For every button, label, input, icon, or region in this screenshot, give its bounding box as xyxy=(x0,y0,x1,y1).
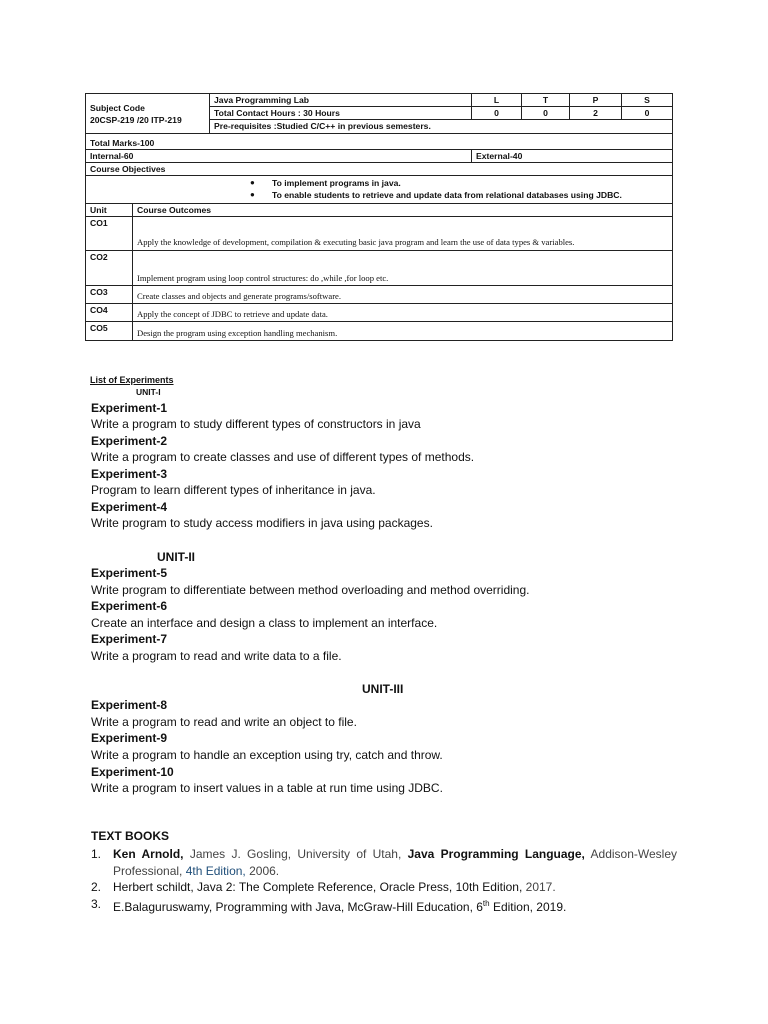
text-book-item xyxy=(91,896,677,916)
course-objectives-label: Course Objectives xyxy=(86,163,673,176)
experiment-text: Write program to differentiate between method overloading and method overriding. xyxy=(91,583,530,597)
outcome-code: CO3 xyxy=(86,286,133,304)
outcome-code: CO5 xyxy=(86,322,133,341)
outcome-text: Apply the concept of JDBC to retrieve and update data. xyxy=(133,304,673,322)
course-outcomes-header: Course Outcomes xyxy=(133,204,673,217)
external-marks: External-40 xyxy=(472,150,673,163)
text-book-year: 2017. xyxy=(525,880,556,894)
text-book-tail: Edition, 2019. xyxy=(492,900,567,914)
ltpsc-header-s: S xyxy=(622,94,673,107)
ltpsc-value-p: 2 xyxy=(570,107,622,120)
ltpsc-value-t: 0 xyxy=(522,107,570,120)
objective-text: To implement programs in java. xyxy=(272,178,401,188)
unit-3-heading: UNIT-III xyxy=(362,682,404,696)
outcome-row xyxy=(86,217,673,251)
experiment-title: Experiment-8 xyxy=(91,698,168,712)
outcome-code: CO2 xyxy=(86,251,133,286)
experiment-text: Write a program to create classes and use of different types of methods. xyxy=(91,450,475,464)
text-book-coauthors: James J. Gosling, University of Utah, xyxy=(189,847,402,861)
subject-code-cell xyxy=(86,94,210,134)
internal-marks: Internal-60 xyxy=(86,150,472,163)
text-book-number: 3. xyxy=(91,897,102,911)
text-book-superscript: th xyxy=(482,899,490,908)
text-book-item xyxy=(91,846,677,879)
objective-item xyxy=(86,189,668,201)
experiment-text: Write a program to insert values in a table at run time using JDBC. xyxy=(91,781,443,795)
text-book-publisher: Addison-Wesley Professional, xyxy=(113,847,678,878)
ltpsc-value-l: 0 xyxy=(472,107,522,120)
unit-1-heading: UNIT-I xyxy=(136,387,161,397)
experiment-text: Write a program to study different types of constructors in java xyxy=(91,417,421,431)
ltpsc-header-t: T xyxy=(522,94,570,107)
experiment-text: Write program to study access modifiers in java using packages. xyxy=(91,516,433,530)
outcome-row xyxy=(86,322,673,341)
bullet-icon: ● xyxy=(250,190,255,199)
text-book-year: 2006. xyxy=(249,863,280,878)
text-book-citation xyxy=(113,846,677,879)
experiment-title: Experiment-7 xyxy=(91,632,168,646)
unit-header: Unit xyxy=(86,204,133,217)
syllabus-table xyxy=(85,93,673,341)
unit-2-heading: UNIT-II xyxy=(157,550,195,564)
outcome-text: Apply the knowledge of development, compilation & executing basic java program and learn the use of data types & variables. xyxy=(133,217,673,251)
text-book-item xyxy=(91,879,677,896)
text-book-main: Herbert schildt, Java 2: The Complete Reference, Oracle Press, 10th Edition, xyxy=(113,880,523,894)
experiment-title: Experiment-10 xyxy=(91,765,174,779)
experiment-title: Experiment-5 xyxy=(91,566,168,580)
experiment-title: Experiment-1 xyxy=(91,401,168,415)
experiment-text: Write a program to read and write an object to file. xyxy=(91,715,357,729)
ltpsc-header-p: P xyxy=(570,94,622,107)
total-marks: Total Marks-100 xyxy=(86,134,673,150)
list-of-experiments-heading: List of Experiments xyxy=(90,375,174,385)
outcome-text: Design the program using exception handling mechanism. xyxy=(133,322,673,341)
bullet-icon: ● xyxy=(250,178,255,187)
outcome-text: Implement program using loop control structures: do ,while ,for loop etc. xyxy=(133,251,673,286)
experiment-text: Create an interface and design a class to implement an interface. xyxy=(91,616,438,630)
ltpsc-header-l: L xyxy=(472,94,522,107)
objective-item xyxy=(86,177,668,189)
ltpsc-value-s: 0 xyxy=(622,107,673,120)
experiment-title: Experiment-4 xyxy=(91,500,168,514)
outcome-text: Create classes and objects and generate programs/software. xyxy=(133,286,673,304)
text-book-main: E.Balaguruswamy, Programming with Java, McGraw-Hill Education, 6 xyxy=(113,900,483,914)
experiment-title: Experiment-2 xyxy=(91,434,168,448)
subject-code-value: 20CSP-219 /20 ITP-219 xyxy=(90,114,182,125)
text-book-citation xyxy=(113,896,677,916)
experiment-text: Program to learn different types of inheritance in java. xyxy=(91,483,376,497)
text-book-edition: 4th Edition, xyxy=(185,863,246,878)
outcome-row xyxy=(86,304,673,322)
outcome-code: CO4 xyxy=(86,304,133,322)
experiment-title: Experiment-3 xyxy=(91,467,168,481)
outcome-row xyxy=(86,286,673,304)
experiment-title: Experiment-6 xyxy=(91,599,168,613)
subject-code-label: Subject Code xyxy=(90,102,145,113)
text-book-citation xyxy=(113,879,677,896)
text-books-heading: TEXT BOOKS xyxy=(91,829,170,843)
text-book-number: 1. xyxy=(91,847,102,861)
outcome-code: CO1 xyxy=(86,217,133,251)
objective-text: To enable students to retrieve and update data from relational databases using JDBC. xyxy=(272,190,622,200)
course-objectives-list xyxy=(86,176,673,204)
experiment-title: Experiment-9 xyxy=(91,731,168,745)
text-book-author: Ken Arnold, xyxy=(113,847,184,861)
course-title: Java Programming Lab xyxy=(210,94,472,107)
text-book-number: 2. xyxy=(91,880,102,894)
text-book-title: Java Programming Language, xyxy=(407,847,585,861)
experiment-text: Write a program to read and write data to a file. xyxy=(91,649,342,663)
experiment-text: Write a program to handle an exception using try, catch and throw. xyxy=(91,748,443,762)
contact-hours: Total Contact Hours : 30 Hours xyxy=(210,107,472,120)
prerequisites: Pre-requisites :Studied C/C++ in previous semesters. xyxy=(210,120,673,134)
outcome-row xyxy=(86,251,673,286)
